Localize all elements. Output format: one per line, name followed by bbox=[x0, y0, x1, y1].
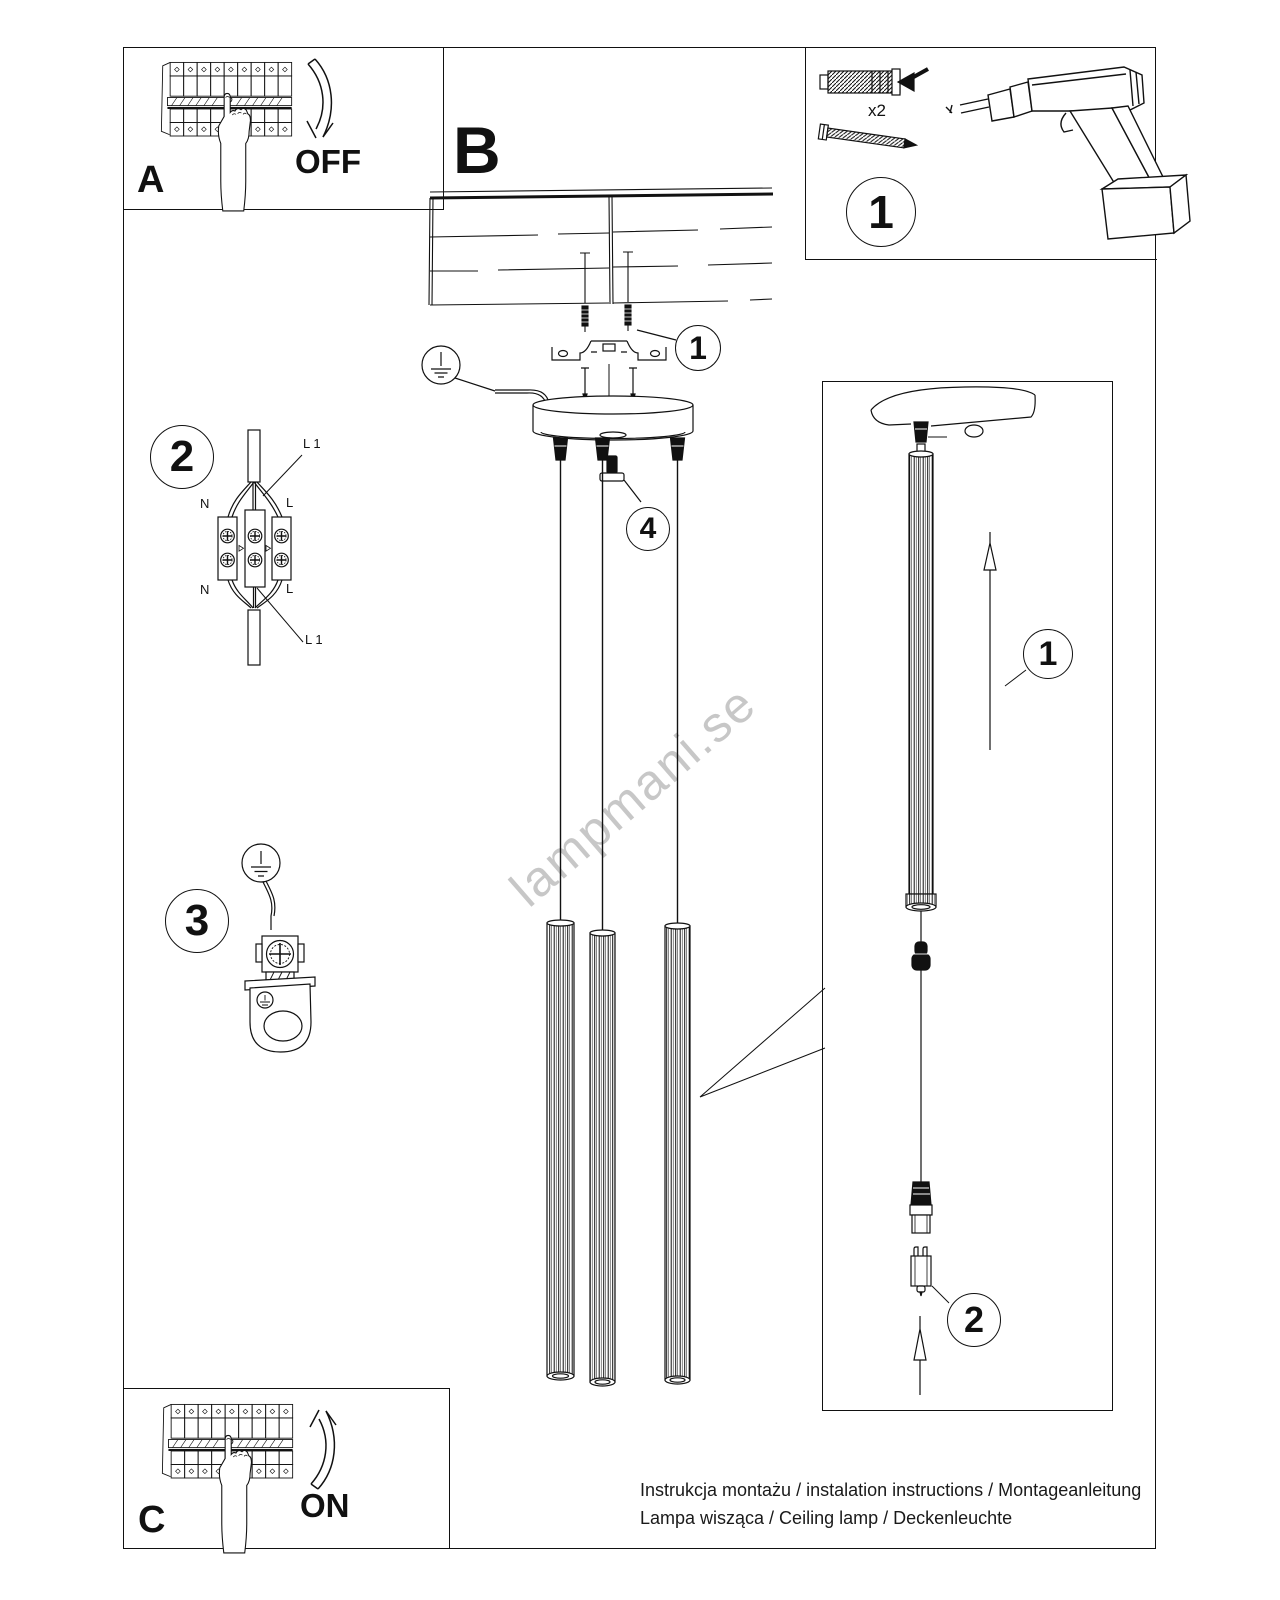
pendant-tube-left bbox=[547, 920, 574, 1380]
footer-line-2: Lampa wisząca / Ceiling lamp / Deckenleuchte bbox=[640, 1508, 1013, 1528]
detail-leader-lines bbox=[700, 988, 825, 1097]
panel-c-letter: C bbox=[138, 1499, 166, 1541]
arrow-up-icon bbox=[308, 1401, 348, 1491]
panel-tools bbox=[805, 47, 1157, 260]
detail-step-2-badge: 2 bbox=[947, 1293, 1001, 1347]
arrow-up-icon-middle bbox=[984, 532, 996, 750]
detail-tube-icon bbox=[906, 451, 936, 911]
label-l1-bottom: L 1 bbox=[305, 632, 323, 647]
ground-symbol-icon bbox=[422, 346, 460, 384]
detail-step-1-badge: 1 bbox=[1023, 629, 1073, 679]
drill-icon bbox=[944, 61, 1194, 256]
panel-c-power-on bbox=[123, 1388, 450, 1549]
circuit-breaker-icon bbox=[158, 61, 293, 211]
pendant-tube-middle bbox=[590, 930, 615, 1386]
label-n-bottom: N bbox=[200, 582, 210, 597]
step-3-badge: 3 bbox=[165, 889, 229, 953]
single-pendant-detail-drawing bbox=[823, 382, 1114, 1412]
circuit-breaker-icon bbox=[159, 1403, 294, 1553]
bulb-icon bbox=[911, 1247, 931, 1296]
canopy-edge-icon bbox=[871, 387, 1035, 442]
hand-icon bbox=[218, 93, 250, 210]
label-l-top: L bbox=[286, 495, 294, 510]
pendant-assembly-drawing bbox=[400, 240, 830, 1400]
arrow-down-icon bbox=[305, 57, 345, 147]
pendant-tube-right bbox=[665, 923, 690, 1384]
panel-a-power-off bbox=[123, 47, 444, 210]
hand-icon bbox=[219, 1435, 251, 1552]
assembly-step-4-badge: 4 bbox=[626, 507, 670, 551]
assembly-step-1-badge: 1 bbox=[675, 325, 721, 371]
earth-terminal-icon bbox=[256, 936, 304, 972]
panel-b-letter: B bbox=[453, 113, 501, 187]
ground-connection-drawing bbox=[230, 840, 340, 1060]
power-off-label: OFF bbox=[295, 143, 361, 180]
label-n-top: N bbox=[200, 496, 210, 511]
label-l1-top: L 1 bbox=[303, 436, 321, 451]
mounting-bracket-icon bbox=[552, 341, 666, 360]
panel-a-letter: A bbox=[137, 159, 165, 201]
mounting-ring-icon bbox=[245, 977, 315, 1052]
inline-connector-icon bbox=[912, 942, 930, 970]
screw-count: x2 bbox=[868, 101, 886, 120]
footer-line-1: Instrukcja montażu / instalation instructions / Montageanleitung bbox=[640, 1480, 1142, 1500]
socket-grip-icon bbox=[910, 1182, 932, 1233]
cable-grip-icons bbox=[554, 438, 685, 460]
label-l-bottom: L bbox=[286, 581, 294, 596]
ceiling-canopy-icon bbox=[533, 396, 693, 440]
step-1-badge: 1 bbox=[846, 177, 916, 247]
locking-screw-icon bbox=[600, 456, 641, 502]
footer-text bbox=[640, 1476, 1141, 1532]
ground-symbol-icon bbox=[242, 844, 280, 882]
step-2-badge: 2 bbox=[150, 425, 214, 489]
power-on-label: ON bbox=[300, 1487, 350, 1524]
arrow-up-icon-bottom bbox=[914, 1316, 926, 1395]
detail-view-panel bbox=[822, 381, 1113, 1411]
watermark: lampmani.se bbox=[499, 674, 767, 918]
